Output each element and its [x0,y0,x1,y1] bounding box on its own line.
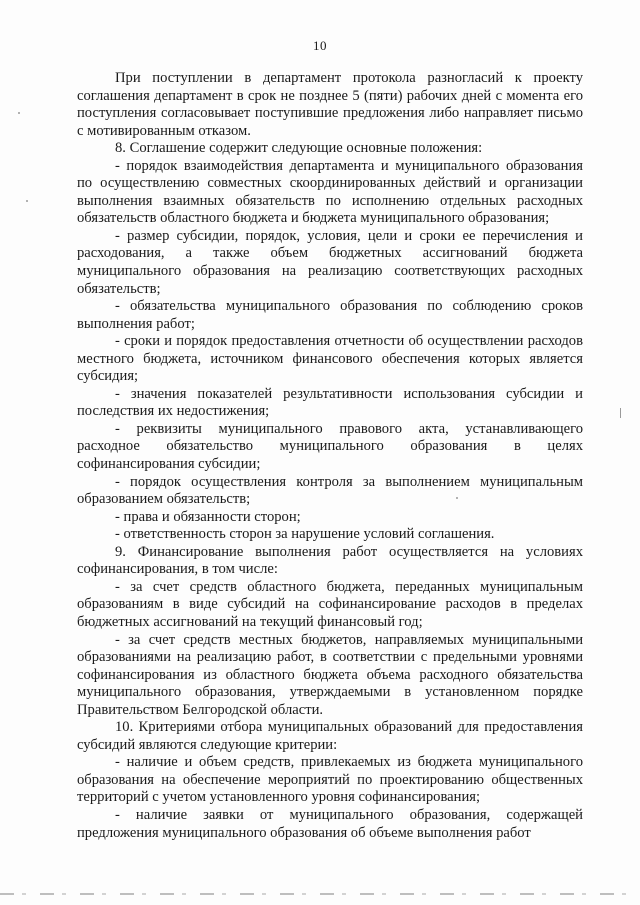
scan-speck [456,497,458,499]
list-item-responsibility: - ответственность сторон за нарушение условий соглашения. [115,526,495,543]
list-item-local-budget-funds: - за счет средств местных бюджетов, направляемых муниципальными образованиями на реализацию работ, в соответствии с предельными уровнями софинансирования из областного бюджета объема расходного обязательства муниципального образования, утверждаемыми в установленном порядке Правительством Белгородской области. [77,631,583,718]
paragraph-section-8-heading: 8. Соглашение содержит следующие основные положения: [115,140,483,157]
list-item-deadlines-obligations: - обязательства муниципального образования по соблюдению сроков выполнения работ; [77,298,583,332]
list-item-reporting: - сроки и порядок предоставления отчетности об осуществлении расходов местного бюджета, источником финансового обеспечения которых является субсидия; [77,333,583,385]
list-item-control-procedure: - порядок осуществления контроля за выполнением муниципальным образованием обязательств; [77,473,583,508]
list-item-interaction-procedure: - порядок взаимодействия департамента и муниципального образования по осуществлению совместных скоординированных действий и организации выполнения взаимных обязательств по исполнению отдельных расходных обязательств областного бюджета и бюджета муниципального образования; [77,157,583,227]
document-body [77,70,583,842]
paragraph-objections-protocol: При поступлении в департамент протокола разногласий к проекту соглашения департамент в срок не позднее 5 (пяти) рабочих дней с момента его поступления согласовывает поступившие предложения либо направляет письмо с мотивированным отказом. [77,70,583,139]
scan-speck [18,112,20,114]
list-item-regional-budget-funds: - за счет средств областного бюджета, переданных муниципальным образованиям в виде субсидий на софинансирование расходов в пределах бюджетных ассигнований на текущий финансовый год; [77,578,583,630]
paragraph-section-10-heading: 10. Критериями отбора муниципальных образований для предоставления субсидий являются следующие критерии: [77,719,583,753]
paragraph-section-9-heading: 9. Финансирование выполнения работ осуществляется на условиях софинансирования, в том числе: [77,543,583,578]
scan-speck [26,200,28,202]
list-item-legal-act-details: - реквизиты муниципального правового акта, устанавливающего расходное обязательство муниципального образования в целях софинансирования субсидии; [77,420,583,473]
list-item-funds-availability: - наличие и объем средств, привлекаемых из бюджета муниципального образования на обеспечение мероприятий по проектированию общественных территорий с учетом установленного уровня софинансирования; [77,754,583,806]
list-item-rights-duties: - права и обязанности сторон; [115,508,301,525]
scan-speck [620,408,621,418]
list-item-performance-indicators: - значения показателей результативности использования субсидии и последствия их недостижения; [77,385,583,420]
page-number: 10 [313,38,327,53]
list-item-subsidy-size: - размер субсидии, порядок, условия, цели и сроки ее перечисления и расходования, а также объем бюджетных ассигнований бюджета муниципального образования на реализацию соответствующих расходных обязательств; [77,227,583,297]
scan-artifact-line [0,893,640,895]
list-item-application: - наличие заявки от муниципального образования, содержащей предложения муниципального образования об объеме выполнения работ [77,806,583,841]
